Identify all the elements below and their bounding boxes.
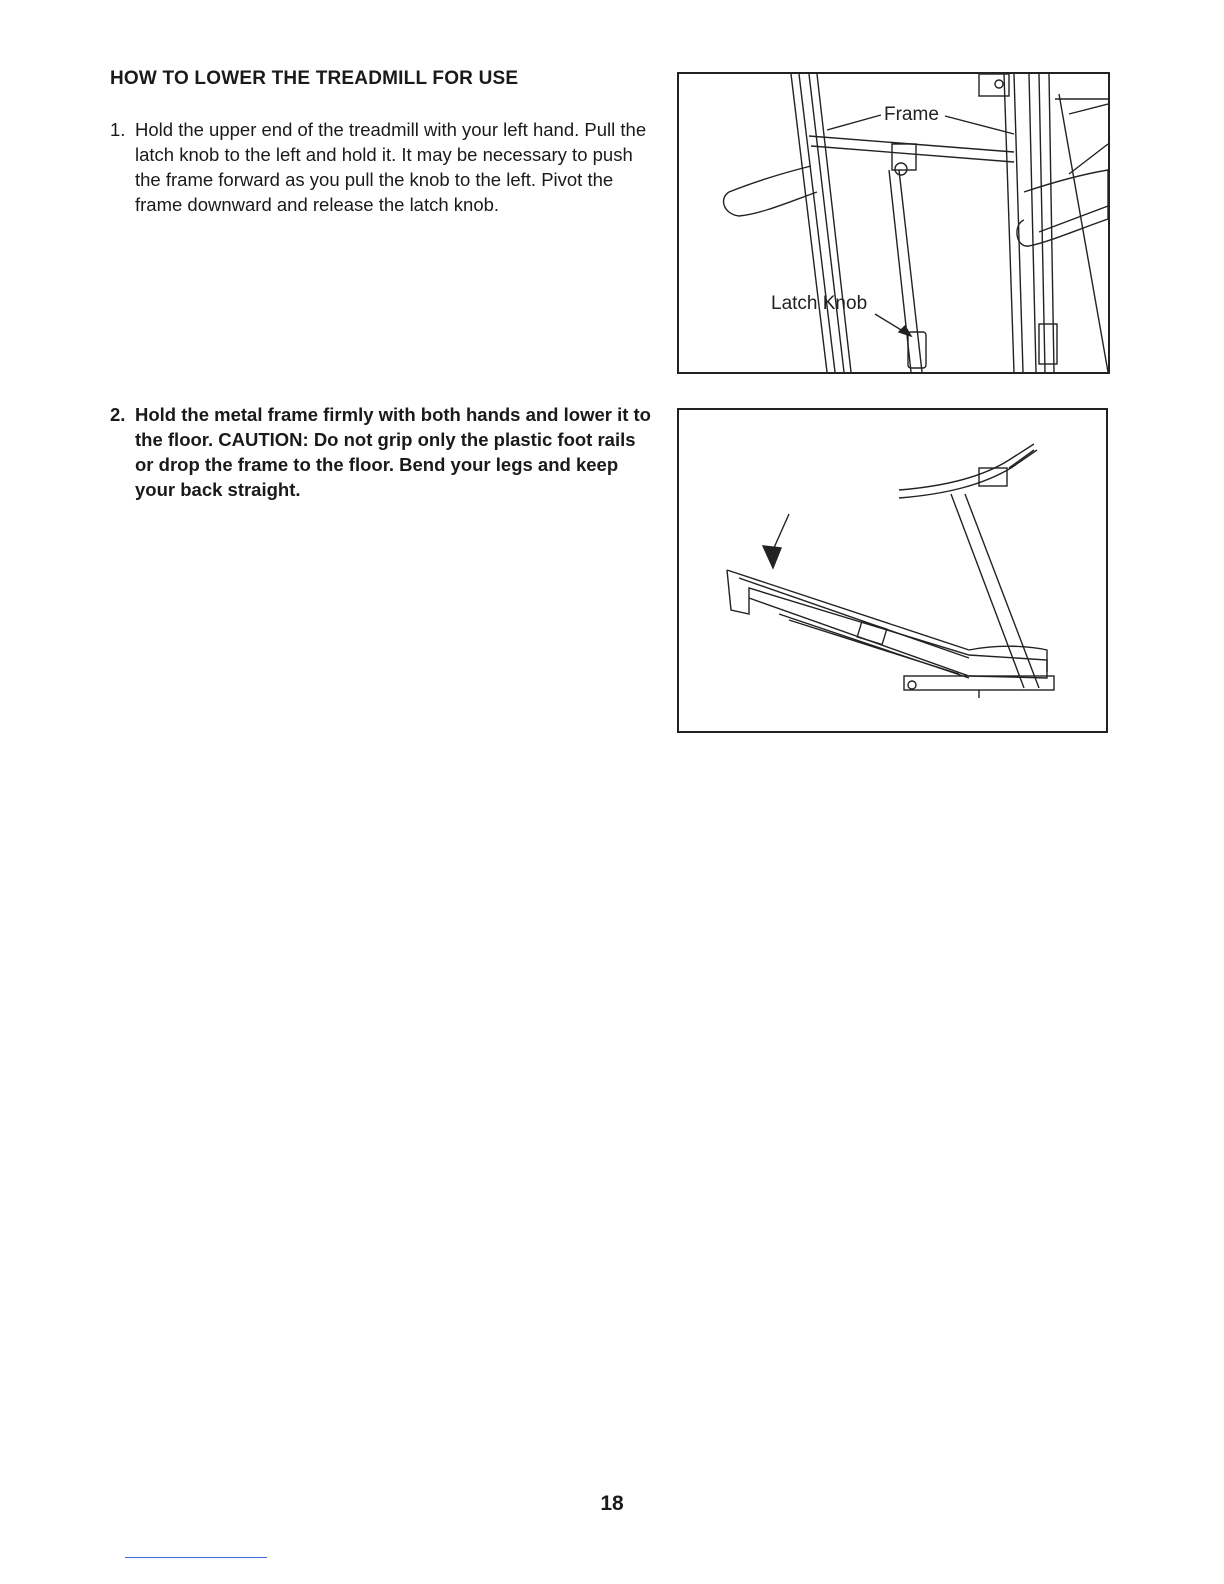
footer-divider <box>125 1557 267 1558</box>
figure-lower-frame <box>677 408 1108 733</box>
lowering-illustration <box>679 410 1106 731</box>
step-1-number: 1. <box>110 119 126 140</box>
figure-latch-knob <box>677 72 1110 374</box>
step-2-number: 2. <box>110 404 126 425</box>
step-2 <box>110 402 655 502</box>
step-2-text: Hold the metal frame firmly with both hands and lower it to the floor. CAUTION: Do not grip only the plastic foot rails or drop the frame to the floor. Bend your legs and keep your back straight. <box>135 404 651 500</box>
callout-frame: Frame <box>884 104 939 125</box>
section-heading: HOW TO LOWER THE TREADMILL FOR USE <box>110 68 519 89</box>
step-1-text: Hold the upper end of the treadmill with your left hand. Pull the latch knob to the left and hold it. It may be necessary to push the frame forward as you pull the knob to the left. Pivot the frame downward and release the latch knob. <box>135 119 647 215</box>
page-number: 18 <box>600 1492 624 1515</box>
step-1 <box>110 117 655 217</box>
callout-latch-knob: Latch Knob <box>771 293 868 314</box>
